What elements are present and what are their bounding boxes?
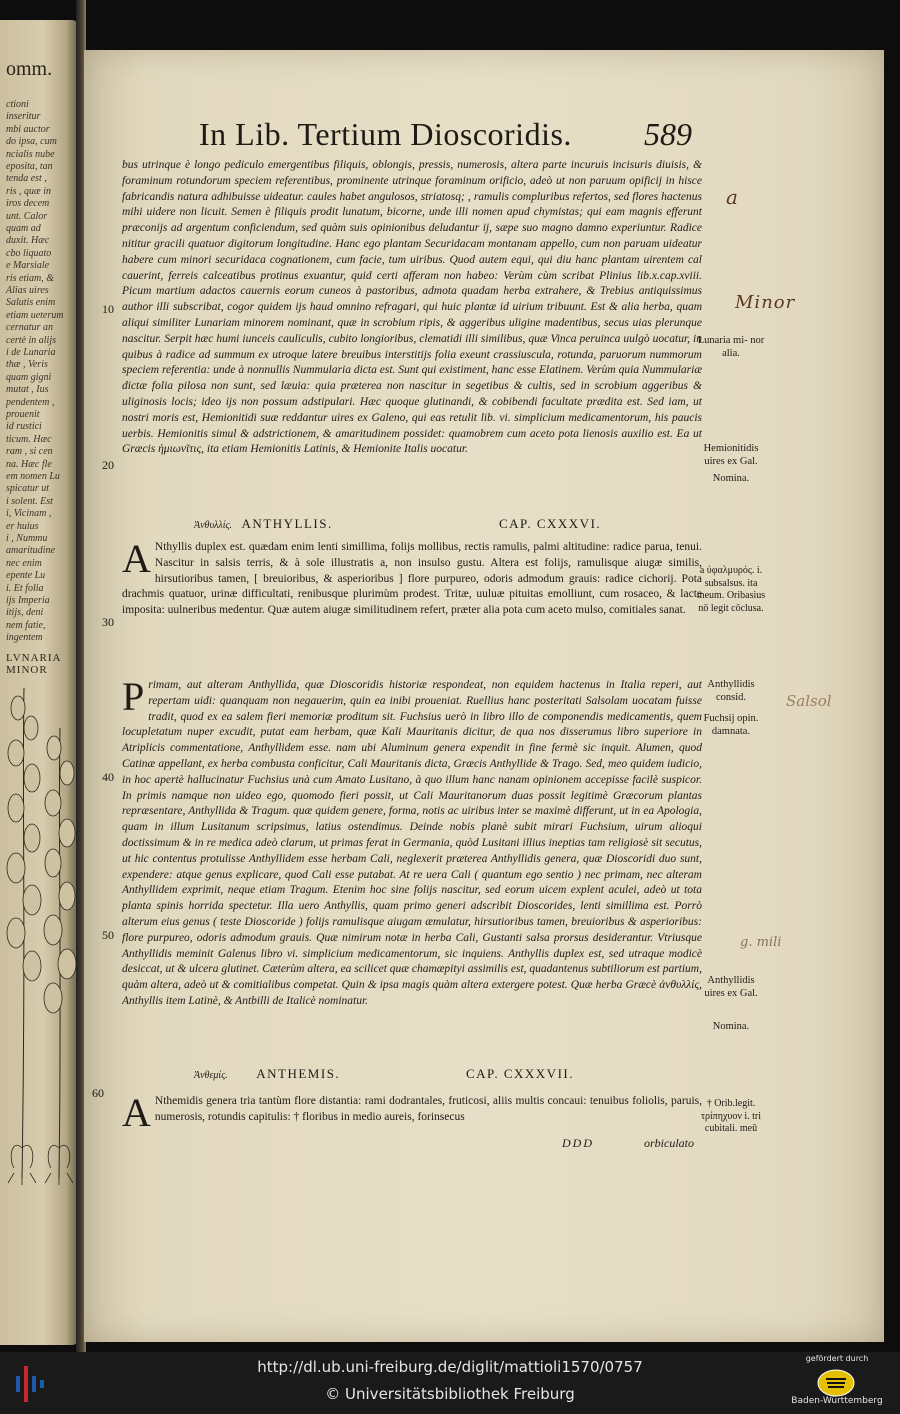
left-page-line: quam gigni — [6, 371, 52, 383]
left-page — [0, 20, 78, 1345]
left-page-line: i , Nummu — [6, 533, 48, 544]
margin-note-fuchsij: Fuchsij opin. damnata. — [703, 713, 759, 737]
left-page-line: do ipsa, cum — [6, 136, 57, 148]
left-page-line: i de Lunaria — [6, 347, 56, 358]
left-page-line: nem fatie, — [6, 619, 46, 631]
margin-note-anthyllidis-consid: Anthyllidis consid. — [707, 679, 755, 703]
paragraph-text: rimam, aut alteram Anthyllida, quæ Dioscoridis historiæ respondeat, non equidem hactenus in Italia reperi, aut repertam uidi: quanquam non negauerim, quin ea inibi proueniat. Ruellius hanc posteritati Salsolam uocatam fuisse tradit, quod ex ea salem fieri memoriæ proditum sit. Fuchsius uerò in libro illo de componendis medicamentis, quem locupletatum nuper excudit, putat eam herbam, quæ Kali Mauritanis dicitur, de qua nos disserumus libro superiore in Atriplicis commentatione, Anthyllidem esse. nam ubi Aluminum genera expendit in fine fermè sic inquit. Alumen, quod Catinæ appellant, ex herba combusta conficitur, Cali Mauritanis dicta, Græcis Anthyllide & Trago. Sed, meo quidem iudicio, in hoc apertè hallucinatur Fuchsius unà cum Amato Lusitano, à quo illum hanc nanam opinionem accepisse facilè suspicor. In primis namque non uideo ego, quomodo fieri possit, ut Cali Mauritanorum duas possit legitimè Græcorum plantas repræsentare, Anthyllida & Tragum. quæ quidem genere, forma, notis ac uiribus inter se maximè differunt, ut in ea Apologia, quam in illum Lusitanum scripsimus, latius ostendimus. Deinde nobis planè subit mirari Fuchsium, uirum alioqui doctissimum & in re medica adeò clarum, ut primas ferat in Germania, quòd Lusitani illius ineptias tam religiosè sit secutus, ut hic contentus protulisse Anthyllidem esse herbam Cali, neglexerit præterea Anthyllidis genera, quæ Dioscoridi duo sunt, expendere: atque genus explicare, quod Cali esse putabat. At re uera Cali ( quantum ego sentio ) nec primam, nec alteram Anthyllidem exprimit, neque etiam Tragum. Etenim hoc sine folijs nascitur, sed eorum uicem explent aculei, adeò ut tota planta spinis horrida spectetur. Illa uero Anthyllis, quam primo generi adscribit Dioscorides, lenti simillima est. Porrò alterum eius genus ( teste Dioscoride ) folijs ramulisque aiugam æmulatur, hirsutioribus tamen, breuioribus & asperioribus: flore purpureo, odoris admodum grauis. Quæ nimirum notæ in herba Cali, Gustanti salsa prorsus desiderantur. Vtriusque Anthyllidis meminit Galenus libro vi. simplicium medicamentorum, sic inquiens. Anthyllis duplex est, sed utraque modicè desiccat, ut & ulcera glutinet. Cæterùm altera, ea scilicet quæ chamæpityi assimilis est, quadantenus subtiliorum est partium, quàm altera, adeò ut & comitialibus competat. Quin & ipsa magis quàm altera extergere potest. Quæ herba Græcè ἀνθυλλίς, Anthyllis item Latinè, & Antbilli de Italicè nominatur. — [122, 679, 702, 1007]
left-page-line: e Marsiale — [6, 260, 50, 272]
baden-wuerttemberg-crest-icon — [816, 1368, 856, 1398]
left-page-line: ram , si cen — [6, 446, 53, 458]
left-page-header: omm. — [6, 58, 53, 80]
left-page-line: quam ad — [6, 223, 41, 234]
handwritten-annotation-salsola: Salsol — [786, 692, 832, 710]
paragraph-anthyllis — [122, 536, 702, 665]
left-page-line: thæ , Veris — [6, 359, 48, 371]
left-page-line: spicatur ut — [6, 483, 50, 495]
line-number-40: 40 — [102, 770, 114, 784]
chapter-number: CAP. CXXXVI. — [499, 516, 602, 531]
paragraph-text: bus utrinque è longo pediculo emergentibus filiquis, oblongis, pressis, numerosis, altera parte incuruis incisuris diuisis, & foraminum rotundorum speciem referentibus, prominente utrinque foraminum orificio, adeò ut non paruum opificij in hisce fabricandis natura adhibuisse uideatur. caules habet angulosos, striatosq; , ramulis compluribus refertos, sed flores hactenus mihi uidere non licuit. Semen è filiquis prodit lunatum, bicorne, unde illi nomen apud chymistas; qui eam magnis efferunt præconijs ad argentum conficiendum, sed quàm suis opinionibus deludantur ij, sæpe suo magno damno experiuntur. Radice nititur gracili quatuor digitorum longitudine. Hanc ego plantam Securidacam montanam appello, cum non paruam uideatur habere cum minori securidaca cognationem, cum facie, tum uiribus. Quod autem equi, qui diu hanc plantam uirentem cal cauerint, ferreis calceatibus protinus exuantur, quid certi afferam non habeo: Verùm cùm scribat Plinius lib.x.cap.xviii. Picum martium adactos cauernis eorum cuneos à pastoribus, admota quadam herba extrahere, & Trebius antiquissimus author illi subscribat, cogor quidem ijs haud omnino refragari, qui huic plantæ id uirium tribuunt. Est & alia herba, quam aliqui similiter Lunariam minorem nominant, quæ in scrobium ripis, & aggeribus uligine madentibus, secus uias plerunque nascitur. Serpit hæc humi iunceis cauliculis, cubito longioribus, clematidi illi similibus, quæ Vinca peruinca uulgò uocatur, in quibus à radice ad summum ex utroque latere breuibus interstitijs folia exeunt crassiuscula, rotunda, paruorum nummorum speciem referentia: unde à nonnullis Nummularia dicta est. Sunt qui existiment, hanc esse Elatinem. Verùm quia Nummulariæ dictæ folia pilosa non sunt, sed læuia: quia præterea non nascitur in segetibus & cultis, sed in scrobium aggeribus & uliginosis locis; ideo ijs non possum adstipulari. Hæc quoque glutinandi, & cobibendi facultate prædita est. Sed iam, ut nostri moris est, Hemionitidi suæ reddantur uires ex Galeno, qui eas retulit lib. vi. simplicium medicamentorum, his paucis uerbis. Hemionitis simul & adstrictionem, & amaritudinem possidet: quamobrem cum aceto pota lienosis auxilio est. Ea ut Græcis ἡμιωνῖτις, ita etiam Hemionitis Latinis, & Hemionite Italis uocatur. — [122, 159, 702, 456]
left-page-line: mbi auctor — [6, 123, 50, 135]
handwritten-annotation-a: a — [726, 185, 738, 209]
copyright-notice: © Universitätsbibliothek Freiburg — [325, 1385, 575, 1403]
margin-note-hemionitidis: Hemionitidis uires ex Gal. — [703, 443, 759, 467]
left-page-line: ticum. Hæc — [6, 433, 52, 445]
handwritten-annotation-minor: Minor — [735, 292, 796, 313]
drop-cap: A — [122, 536, 151, 581]
left-page-line: ris etiam, & — [6, 272, 55, 284]
paragraph-anthyllis-commentary — [122, 674, 702, 1046]
left-page-line: certè in alijs — [6, 334, 56, 346]
drop-cap: A — [122, 1090, 151, 1135]
signature-mark: DDD — [562, 1136, 594, 1150]
margin-note-anthyllidis-vires: Anthyllidis uires ex Gal. — [704, 975, 758, 999]
running-head: In Lib. Tertium Dioscoridis. — [199, 116, 572, 152]
left-page-line: ijs Imperia — [6, 595, 50, 606]
paragraph-anthemis — [122, 1090, 702, 1135]
left-page-line: prouenit — [6, 409, 40, 420]
paragraph-lunaria-continuation — [122, 158, 702, 503]
chapter-name: ANTHEMIS. — [256, 1066, 341, 1081]
margin-note-a: a ὑφαλμυρός. i. subsalsus. ita meum. Oribasius nō legit cōclusa. — [696, 565, 766, 614]
left-page-line: epente Lu — [6, 570, 46, 582]
left-page-line: itijs, deni — [6, 607, 44, 619]
paragraph-text: Nthemidis genera tria tantùm flore distantia: rami dodrantales, fruticosi, aliis multis concaui: tenuibus foliolis, paruis, numerosis, rotundis capitulis: † floribus in medio aureis, forinsecus — [154, 1095, 702, 1123]
left-page-line: i. Et folia — [6, 582, 44, 594]
greek-name: Ἀνθυλλίς. — [194, 520, 233, 531]
drop-cap: P — [122, 674, 145, 719]
margin-note-oribasius: † Orib.legit. τρίπηχυον i. tri cubitali. meū — [700, 1098, 762, 1134]
chapter-name: ANTHYLLIS. — [241, 516, 333, 531]
left-page-line: iros decem — [6, 198, 50, 210]
chapter-number: CAP. CXXXVII. — [466, 1066, 574, 1081]
line-number-10: 10 — [102, 302, 114, 316]
right-page — [84, 50, 884, 1342]
paragraph-text: Nthyllis duplex est. quædam enim lenti simillima, folijs mollibus, rectis ramulis, palmi altitudine: radice parua, tenui. Nascitur in salsis terris, & à sole illustratis a, non insulso gustu. Altera est folijs, ramulisque aiugæ similis, hirsutioribus tamen, [ breuioribus, & asperioribus ] flore purpureo, odoris admodum grauis: radice cichorij. Pota drachmis quatuor, urinæ difficultati, renibusque plurimùm prodest. Tritæ, uuluæ pituitas emolliunt, cum rosaceo, & lacte imposita: uulneribus medentur. Quæ autem aiugæ similitudinem refert, præter alia pota cum aceto mulso, comitiales sanat. — [122, 541, 702, 617]
footer-bar — [0, 1352, 900, 1414]
left-page-line: cbo liquato — [6, 247, 52, 259]
left-page-line: inseritur — [6, 111, 41, 123]
left-page-line: em nomen Lu — [6, 471, 60, 482]
left-page-line: na. Hæc fle — [6, 458, 52, 470]
left-page-line: pendentem , — [6, 396, 55, 408]
chapter-heading-anthemis — [194, 1066, 340, 1082]
left-page-line: ctioni — [6, 99, 29, 110]
plant-caption: LVNARIA MINOR — [6, 652, 61, 676]
left-page-line: tenda est , — [6, 173, 47, 185]
left-page-line: amaritudine — [6, 545, 55, 557]
greek-name: Ἀνθεμίς. — [194, 1070, 228, 1081]
handwritten-annotation-gmili: g. mili — [740, 935, 782, 950]
lunaria-plant-illustration — [4, 668, 76, 1188]
left-page-line: unt. Calor — [6, 210, 48, 222]
left-page-line: Alias uires — [6, 285, 49, 296]
left-page-line: i, Vicinam , — [6, 508, 52, 520]
sponsor-name: Baden-Württemberg — [791, 1396, 883, 1406]
margin-note-lunaria: Lunaria mi- nor alia. — [697, 335, 765, 359]
left-page-line: ncialis nube — [6, 148, 55, 160]
line-number-50: 50 — [102, 928, 114, 942]
sponsor-label: gefördert durch — [805, 1354, 869, 1363]
chapter-heading-anthyllis — [194, 516, 333, 532]
left-page-line: er huius — [6, 520, 39, 532]
left-page-line: nec enim — [6, 557, 42, 569]
left-page-line: cernatur an — [6, 322, 53, 334]
margin-note-nomina: Nomina. — [712, 1021, 750, 1032]
left-page-line: mutat , Ius — [6, 384, 49, 396]
left-page-line: ris , quæ in — [6, 185, 52, 197]
left-page-line: etiam ueterum — [6, 309, 64, 321]
left-page-line: ingentem — [6, 632, 43, 644]
folio-number: 589 — [644, 116, 692, 152]
left-page-line: id rustici — [6, 421, 42, 433]
margin-note-nomina: Nomina. — [712, 473, 750, 484]
line-number-60: 60 — [92, 1086, 104, 1100]
left-page-line: eposita, tan — [6, 161, 53, 172]
source-url[interactable]: http://dl.ub.uni-freiburg.de/diglit/mattioli1570/0757 — [257, 1358, 643, 1376]
left-page-line: Salutis enim — [6, 297, 56, 309]
left-page-line: duxit. Hæc — [6, 235, 50, 247]
left-page-line: i solent. Est — [6, 495, 53, 507]
sponsor-block — [782, 1354, 892, 1406]
line-number-30: 30 — [102, 615, 114, 629]
catchword: orbiculato — [644, 1136, 694, 1150]
line-number-20: 20 — [102, 458, 114, 472]
